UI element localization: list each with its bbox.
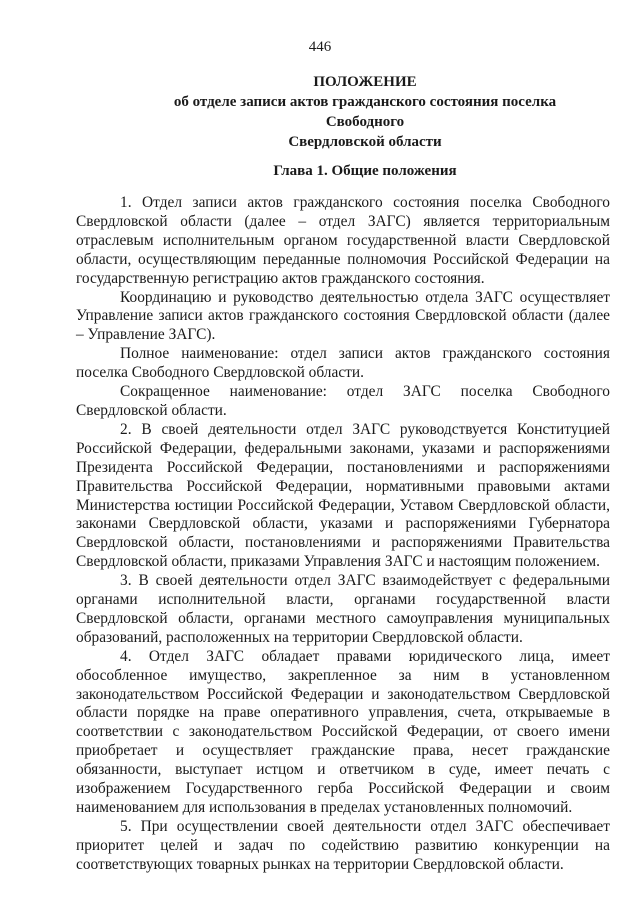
- paragraph-5: 2. В своей деятельности отдел ЗАГС руководствуется Конституцией Российской Федерации, федеральными законами, указами и распоряжениями Президента Российской Федерации, постановлениями и распоряжениями Правительства Российской Федерации, нормативными правовыми актами Министерства юстиции Российской Федерации, Уставом Свердловской области, законами Свердловской области, указами и распоряжениями Губернатора Свердловской области, постановлениями и распоряжениями Правительства Свердловской области, приказами Управления ЗАГС и настоящим положением.: [76, 420, 610, 571]
- title-line-2: об отделе записи актов гражданского состояния поселка Свободного: [173, 94, 557, 130]
- paragraph-6: 3. В своей деятельности отдел ЗАГС взаимодействует с федеральными органами исполнительной власти, органами государственной власти Свердловской области, органами местного самоуправления муниципальных образований, расположенных на территории Свердловской области.: [76, 572, 610, 646]
- chapter-heading: Глава 1. Общие положения: [273, 163, 457, 179]
- title-line-1: ПОЛОЖЕНИЕ: [313, 74, 417, 90]
- paragraph-2: Координацию и руководство деятельностью отдела ЗАГС осуществляет Управление записи актов гражданского состояния Свердловской области (далее – Управление ЗАГС).: [76, 288, 610, 344]
- paragraph-3: Полное наименование: отдел записи актов гражданского состояния поселка Свободного Свердловской области.: [76, 345, 610, 382]
- paragraph-1: 1. Отдел записи актов гражданского состояния поселка Свободного Свердловской области (далее – отдел ЗАГС) является территориальным отраслевым исполнительным органом государственной власти Свердловской области, осуществляющим переданные полномочия Российской Федерации на государственную регистрацию актов гражданского состояния.: [76, 194, 610, 287]
- paragraph-4: Сокращенное наименование: отдел ЗАГС поселка Свободного Свердловской области.: [76, 383, 610, 419]
- paragraph-7: 4. Отдел ЗАГС обладает правами юридического лица, имеет обособленное имущество, закрепленное за ним в установленном законодательством Российской Федерации и законодательством Свердловской области порядке на праве оперативного управления, счета, открываемые в соответствии с законодательством Российской Федерации, от своего имени приобретает и осуществляет гражданские права, несет гражданские обязанности, выступает истцом и ответчиком в суде, имеет печать с изображением Государственного герба Российской Федерации и своим наименованием для использования в пределах установленных полномочий.: [76, 647, 610, 816]
- page-number: 446: [308, 39, 332, 55]
- document-title: [140, 72, 590, 152]
- document-body: [76, 194, 610, 875]
- title-line-3: Свердловской области: [288, 134, 442, 150]
- paragraph-8: 5. При осуществлении своей деятельности отдел ЗАГС обеспечивает приоритет целей и задач по содействию развитию конкуренции на соответствующих товарных рынках на территории Свердловской области.: [76, 817, 610, 873]
